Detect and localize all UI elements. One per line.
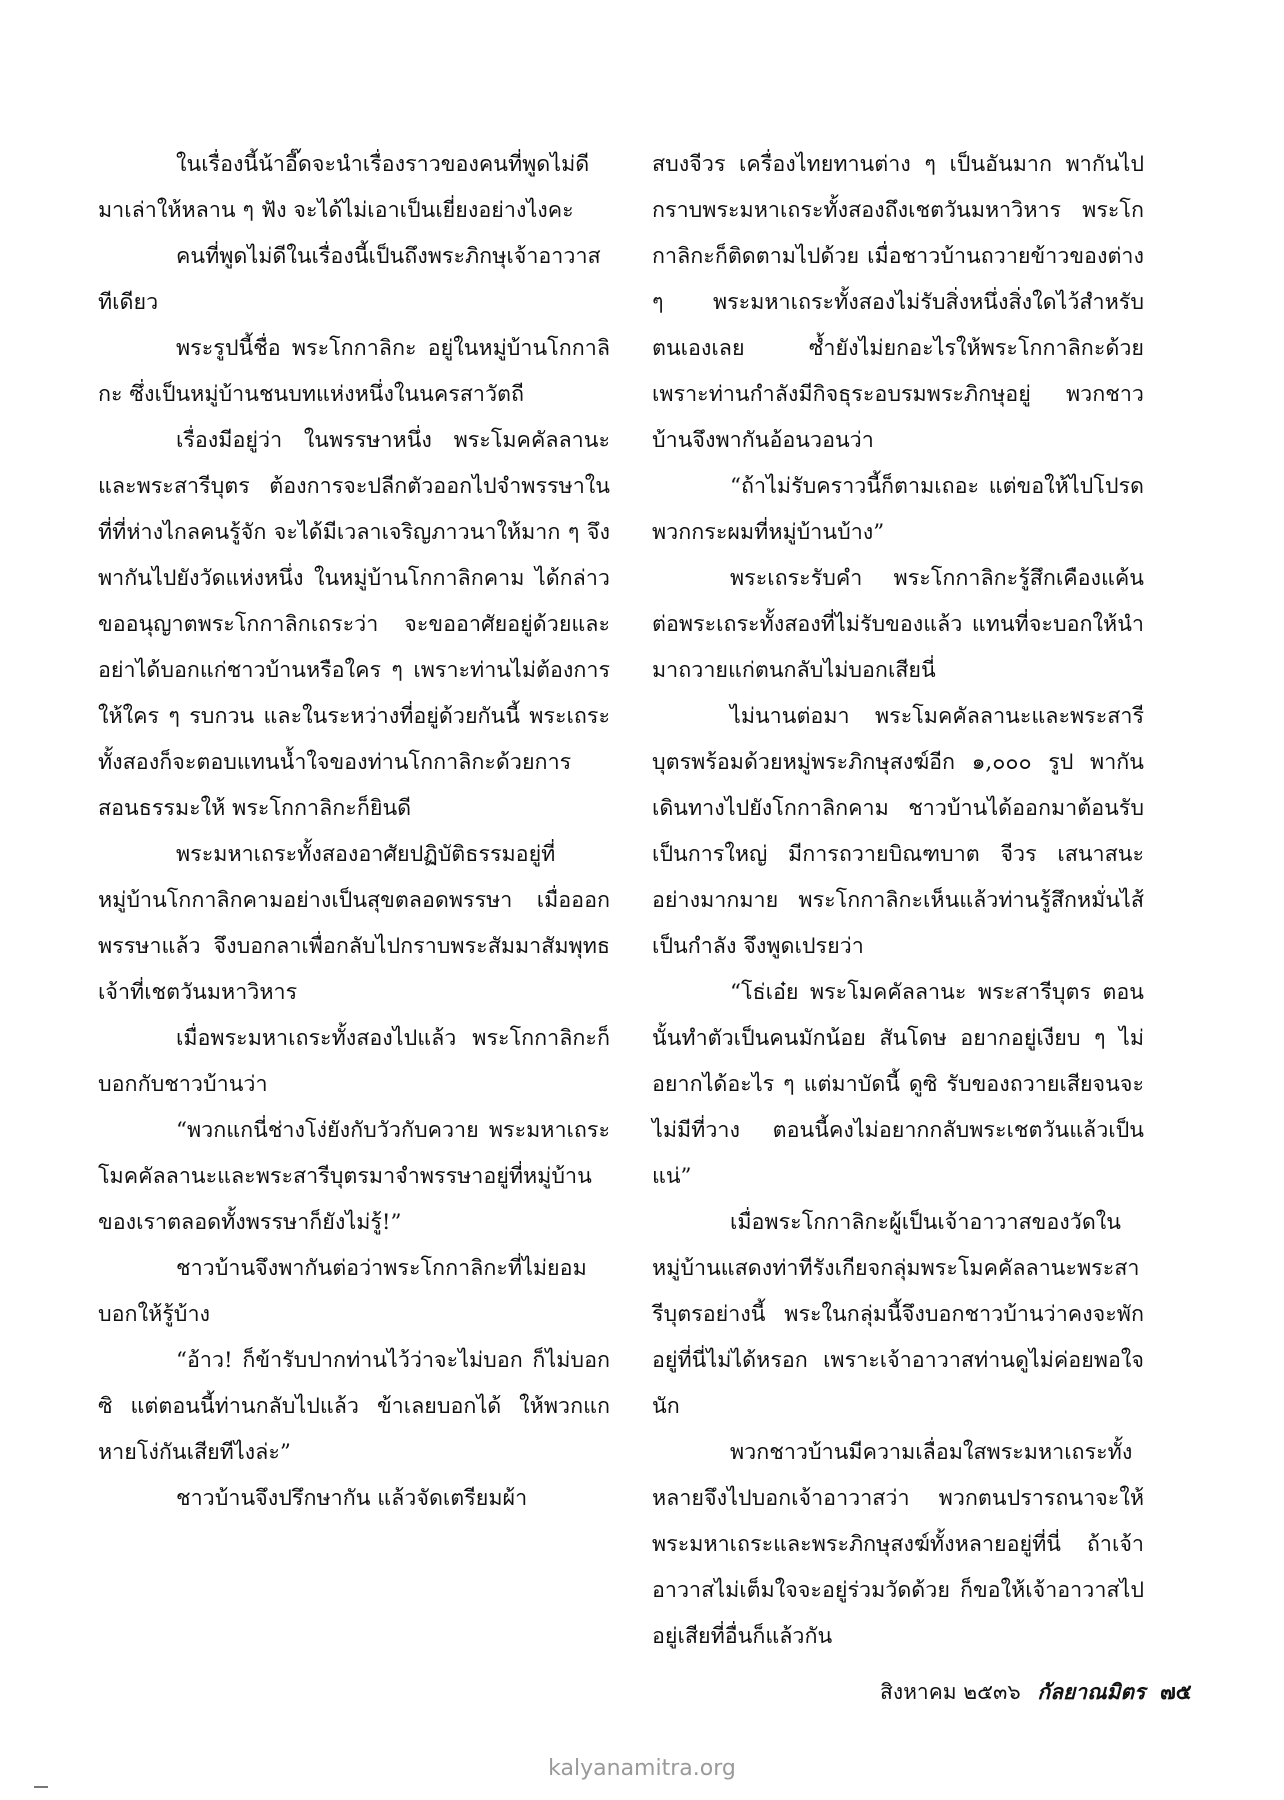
magazine-name: กัลยาณมิตร bbox=[1037, 1679, 1146, 1704]
right-column bbox=[652, 142, 1144, 1660]
paragraph: พระรูปนี้ชื่อ พระโกกาลิกะ อยู่ในหมู่บ้านโกกาลิกะ ซึ่งเป็นหมู่บ้านชนบทแห่งหนึ่งในนครสาวัตถี bbox=[98, 336, 610, 407]
quote-paragraph: “ถ้าไม่รับคราวนี้ก็ตามเถอะ แต่ขอให้ไปโปรดพวกกระผมที่หมู่บ้านบ้าง” bbox=[652, 474, 1144, 545]
scan-speck bbox=[34, 1786, 48, 1788]
paragraph: ในเรื่องนี้น้าอี๊ดจะนำเรื่องราวของคนที่พูดไม่ดีมาเล่าให้หลาน ๆ ฟัง จะได้ไม่เอาเป็นเยี่ยงอย่างไงคะ bbox=[98, 152, 590, 223]
paragraph: ไม่นานต่อมา พระโมคคัลลานะและพระสารีบุตรพร้อมด้วยหมู่พระภิกษุสงฆ์อีก ๑,๐๐๐ รูป พากันเดินทางไปยังโกกาลิกคาม ชาวบ้านได้ออกมาต้อนรับเป็นการใหญ่ มีการถวายบิณฑบาต จีวร เสนาสนะอย่างมากมาย พระโกกาลิกะเห็นแล้วท่านรู้สึกหมั่นไส้เป็นกำลัง จึงพูดเปรยว่า bbox=[652, 704, 1144, 959]
issue-date: สิงหาคม ๒๕๓๖ bbox=[880, 1680, 1021, 1704]
quote-paragraph: “อ้าว! ก็ข้ารับปากท่านไว้ว่าจะไม่บอก ก็ไม่บอกซิ แต่ตอนนี้ท่านกลับไปแล้ว ข้าเลยบอกได้ ให้พวกแกหายโง่กันเสียทีไงล่ะ” bbox=[98, 1348, 610, 1465]
paragraph: พระมหาเถระทั้งสองอาศัยปฏิบัติธรรมอยู่ที่หมู่บ้านโกกาลิกคามอย่างเป็นสุขตลอดพรรษา เมื่อออกพรรษาแล้ว จึงบอกลาเพื่อกลับไปกราบพระสัมมาสัมพุทธเจ้าที่เชตวันมหาวิหาร bbox=[98, 842, 610, 1005]
paragraph: เรื่องมีอยู่ว่า ในพรรษาหนึ่ง พระโมคคัลลานะและพระสารีบุตร ต้องการจะปลีกตัวออกไปจำพรรษาในที่ที่ห่างไกลคนรู้จัก จะได้มีเวลาเจริญภาวนาให้มาก ๆ จึงพากันไปยังวัดแห่งหนึ่ง ในหมู่บ้านโกกาลิกคาม ได้กล่าวขออนุญาตพระโกกาลิกเถระว่า จะขออาศัยอยู่ด้วยและอย่าได้บอกแก่ชาวบ้านหรือใคร ๆ เพราะท่านไม่ต้องการ ให้ใคร ๆ รบกวน และในระหว่างที่อยู่ด้วยกันนี้ พระเถระทั้งสองก็จะตอบแทนน้ำใจของท่านโกกาลิกะด้วยการสอนธรรมะให้ พระโกกาลิกะก็ยินดี bbox=[98, 428, 610, 821]
paragraph: พวกชาวบ้านมีความเลื่อมใสพระมหาเถระทั้งหลายจึงไปบอกเจ้าอาวาสว่า พวกตนปรารถนาจะให้พระมหาเถระและพระภิกษุสงฆ์ทั้งหลายอยู่ที่นี่ ถ้าเจ้าอาวาสไม่เต็มใจจะอยู่ร่วมวัดด้วย ก็ขอให้เจ้าอาวาสไปอยู่เสียที่อื่นก็แล้วกัน bbox=[652, 1440, 1144, 1649]
paragraph: ชาวบ้านจึงพากันต่อว่าพระโกกาลิกะที่ไม่ยอมบอกให้รู้บ้าง bbox=[98, 1256, 587, 1327]
quote-paragraph: “โธ่เอ๋ย พระโมคคัลลานะ พระสารีบุตร ตอนนั้นทำตัวเป็นคนมักน้อย สันโดษ อยากอยู่เงียบ ๆ ไม่อยากได้อะไร ๆ แต่มาบัดนี้ ดูซิ รับของถวายเสียจนจะไม่มีที่วาง ตอนนี้คงไม่อยากกลับพระเชตวันแล้วเป็นแน่” bbox=[652, 980, 1144, 1189]
paragraph: คนที่พูดไม่ดีในเรื่องนี้เป็นถึงพระภิกษุเจ้าอาวาสทีเดียว bbox=[98, 244, 601, 315]
paragraph-continued: สบงจีวร เครื่องไทยทานต่าง ๆ เป็นอันมาก พากันไปกราบพระมหาเถระทั้งสองถึงเชตวันมหาวิหาร พระโกกาลิกะก็ติดตามไปด้วย เมื่อชาวบ้านถวายข้าวของต่าง ๆ พระมหาเถระทั้งสองไม่รับสิ่งหนึ่งสิ่งใดไว้สำหรับตนเองเลย ซ้ำยังไม่ยกอะไรให้พระโกกาลิกะด้วย เพราะท่านกำลังมีกิจธุระอบรมพระภิกษุอยู่ พวกชาวบ้านจึงพากันอ้อนวอนว่า bbox=[652, 152, 1144, 453]
watermark: kalyanamitra.org bbox=[548, 1756, 736, 1781]
paragraph: พระเถระรับคำ พระโกกาลิกะรู้สึกเคืองแค้นต่อพระเถระทั้งสองที่ไม่รับของแล้ว แทนที่จะบอกให้นำมาถวายแก่ตนกลับไม่บอกเสียนี่ bbox=[652, 566, 1144, 683]
paragraph: ชาวบ้านจึงปรึกษากัน แล้วจัดเตรียมผ้า bbox=[176, 1486, 528, 1511]
left-column bbox=[98, 142, 610, 1522]
quote-paragraph: “พวกแกนี่ช่างโง่ยังกับวัวกับควาย พระมหาเถระโมคคัลลานะและพระสารีบุตรมาจำพรรษาอยู่ที่หมู่บ้านของเราตลอดทั้งพรรษาก็ยังไม่รู้!” bbox=[98, 1118, 610, 1235]
page-number: ๗๕ bbox=[1160, 1679, 1192, 1704]
paragraph: เมื่อพระโกกาลิกะผู้เป็นเจ้าอาวาสของวัดในหมู่บ้านแสดงท่าทีรังเกียจกลุ่มพระโมคคัลลานะพระสารีบุตรอย่างนี้ พระในกลุ่มนี้จึงบอกชาวบ้านว่าคงจะพักอยู่ที่นี่ไม่ได้หรอก เพราะเจ้าอาวาสท่านดูไม่ค่อยพอใจนัก bbox=[652, 1210, 1144, 1419]
paragraph: เมื่อพระมหาเถระทั้งสองไปแล้ว พระโกกาลิกะก็บอกกับชาวบ้านว่า bbox=[98, 1026, 610, 1097]
page-footer bbox=[880, 1676, 1192, 1709]
